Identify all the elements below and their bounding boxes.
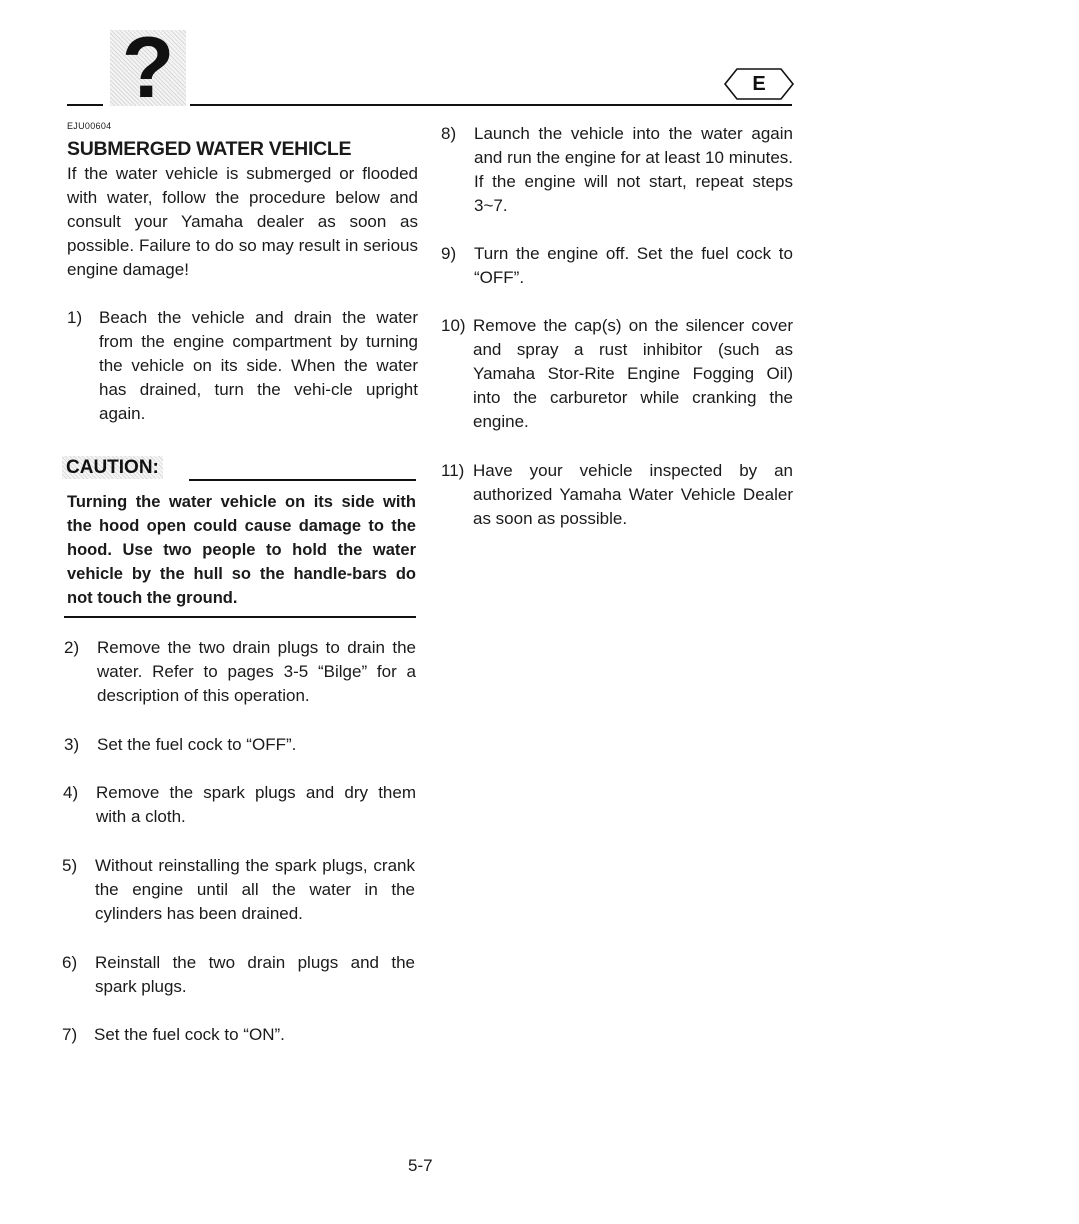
question-mark-icon <box>110 20 186 116</box>
caution-text: Turning the water vehicle on its side with the hood open could cause damage to the hood. Use two people to hold the water vehicle by the hull so the handle-bars do not touch the ground. <box>67 493 416 607</box>
step-text: Remove the cap(s) on the silencer cover and spray a rust inhibitor (such as Yamaha Stor-Rite Engine Fogging Oil) into the carburetor while cranking the engine. <box>473 316 793 431</box>
section-title: SUBMERGED WATER VEHICLE <box>67 138 352 160</box>
step-number: 11) <box>441 461 465 480</box>
language-badge-letter: E <box>752 73 766 95</box>
question-mark-glyph: ? <box>121 20 175 116</box>
step-text: Set the fuel cock to “ON”. <box>94 1025 285 1044</box>
step-item <box>64 636 416 708</box>
step-text: Set the fuel cock to “OFF”. <box>97 735 297 754</box>
step-item <box>62 1023 415 1047</box>
step-number: 1) <box>67 308 83 327</box>
step-item <box>64 733 416 757</box>
step-text: Reinstall the two drain plugs and the spark plugs. <box>95 953 415 996</box>
step-number: 8) <box>441 124 457 143</box>
section-code: EJU00604 <box>67 121 112 131</box>
caution-rule-bottom <box>64 616 416 618</box>
step-item <box>441 122 793 218</box>
step-number: 4) <box>63 783 79 802</box>
step-text: Remove the two drain plugs to drain the water. Refer to pages 3-5 “Bilge” for a description of this operation. <box>97 638 416 705</box>
step-number: 2) <box>64 638 80 657</box>
language-badge <box>723 67 795 101</box>
step-item <box>67 306 418 426</box>
page-number: 5-7 <box>408 1156 433 1175</box>
caution-rule-top <box>189 479 416 481</box>
intro-paragraph: If the water vehicle is submerged or flooded with water, follow the procedure below and consult your Yamaha dealer as soon as possible. Failure to do so may result in serious engine damage! <box>67 164 418 279</box>
step-item <box>441 459 793 531</box>
step-text: Turn the engine off. Set the fuel cock to “OFF”. <box>474 244 793 287</box>
header-rule-left <box>67 104 103 106</box>
step-text: Launch the vehicle into the water again and run the engine for at least 10 minutes. If the engine will not start, repeat steps 3~7. <box>474 124 793 215</box>
step-number: 3) <box>64 735 80 754</box>
step-text: Beach the vehicle and drain the water from the engine compartment by turning the vehicle on its side. When the water has drained, turn the vehi-cle upright again. <box>99 308 418 423</box>
step-item <box>62 854 415 926</box>
header-rule <box>190 104 792 106</box>
step-number: 10) <box>441 316 466 335</box>
step-number: 6) <box>62 953 78 972</box>
step-number: 7) <box>62 1025 78 1044</box>
step-item <box>63 781 416 829</box>
caution-label: CAUTION: <box>62 456 163 479</box>
step-text: Have your vehicle inspected by an authorized Yamaha Water Vehicle Dealer as soon as possible. <box>473 461 793 528</box>
step-text: Without reinstalling the spark plugs, crank the engine until all the water in the cylinders has been drained. <box>95 856 415 923</box>
step-text: Remove the spark plugs and dry them with a cloth. <box>96 783 416 826</box>
step-item <box>441 242 793 290</box>
step-number: 5) <box>62 856 78 875</box>
step-number: 9) <box>441 244 457 263</box>
step-item <box>62 951 415 999</box>
step-item <box>441 314 793 434</box>
